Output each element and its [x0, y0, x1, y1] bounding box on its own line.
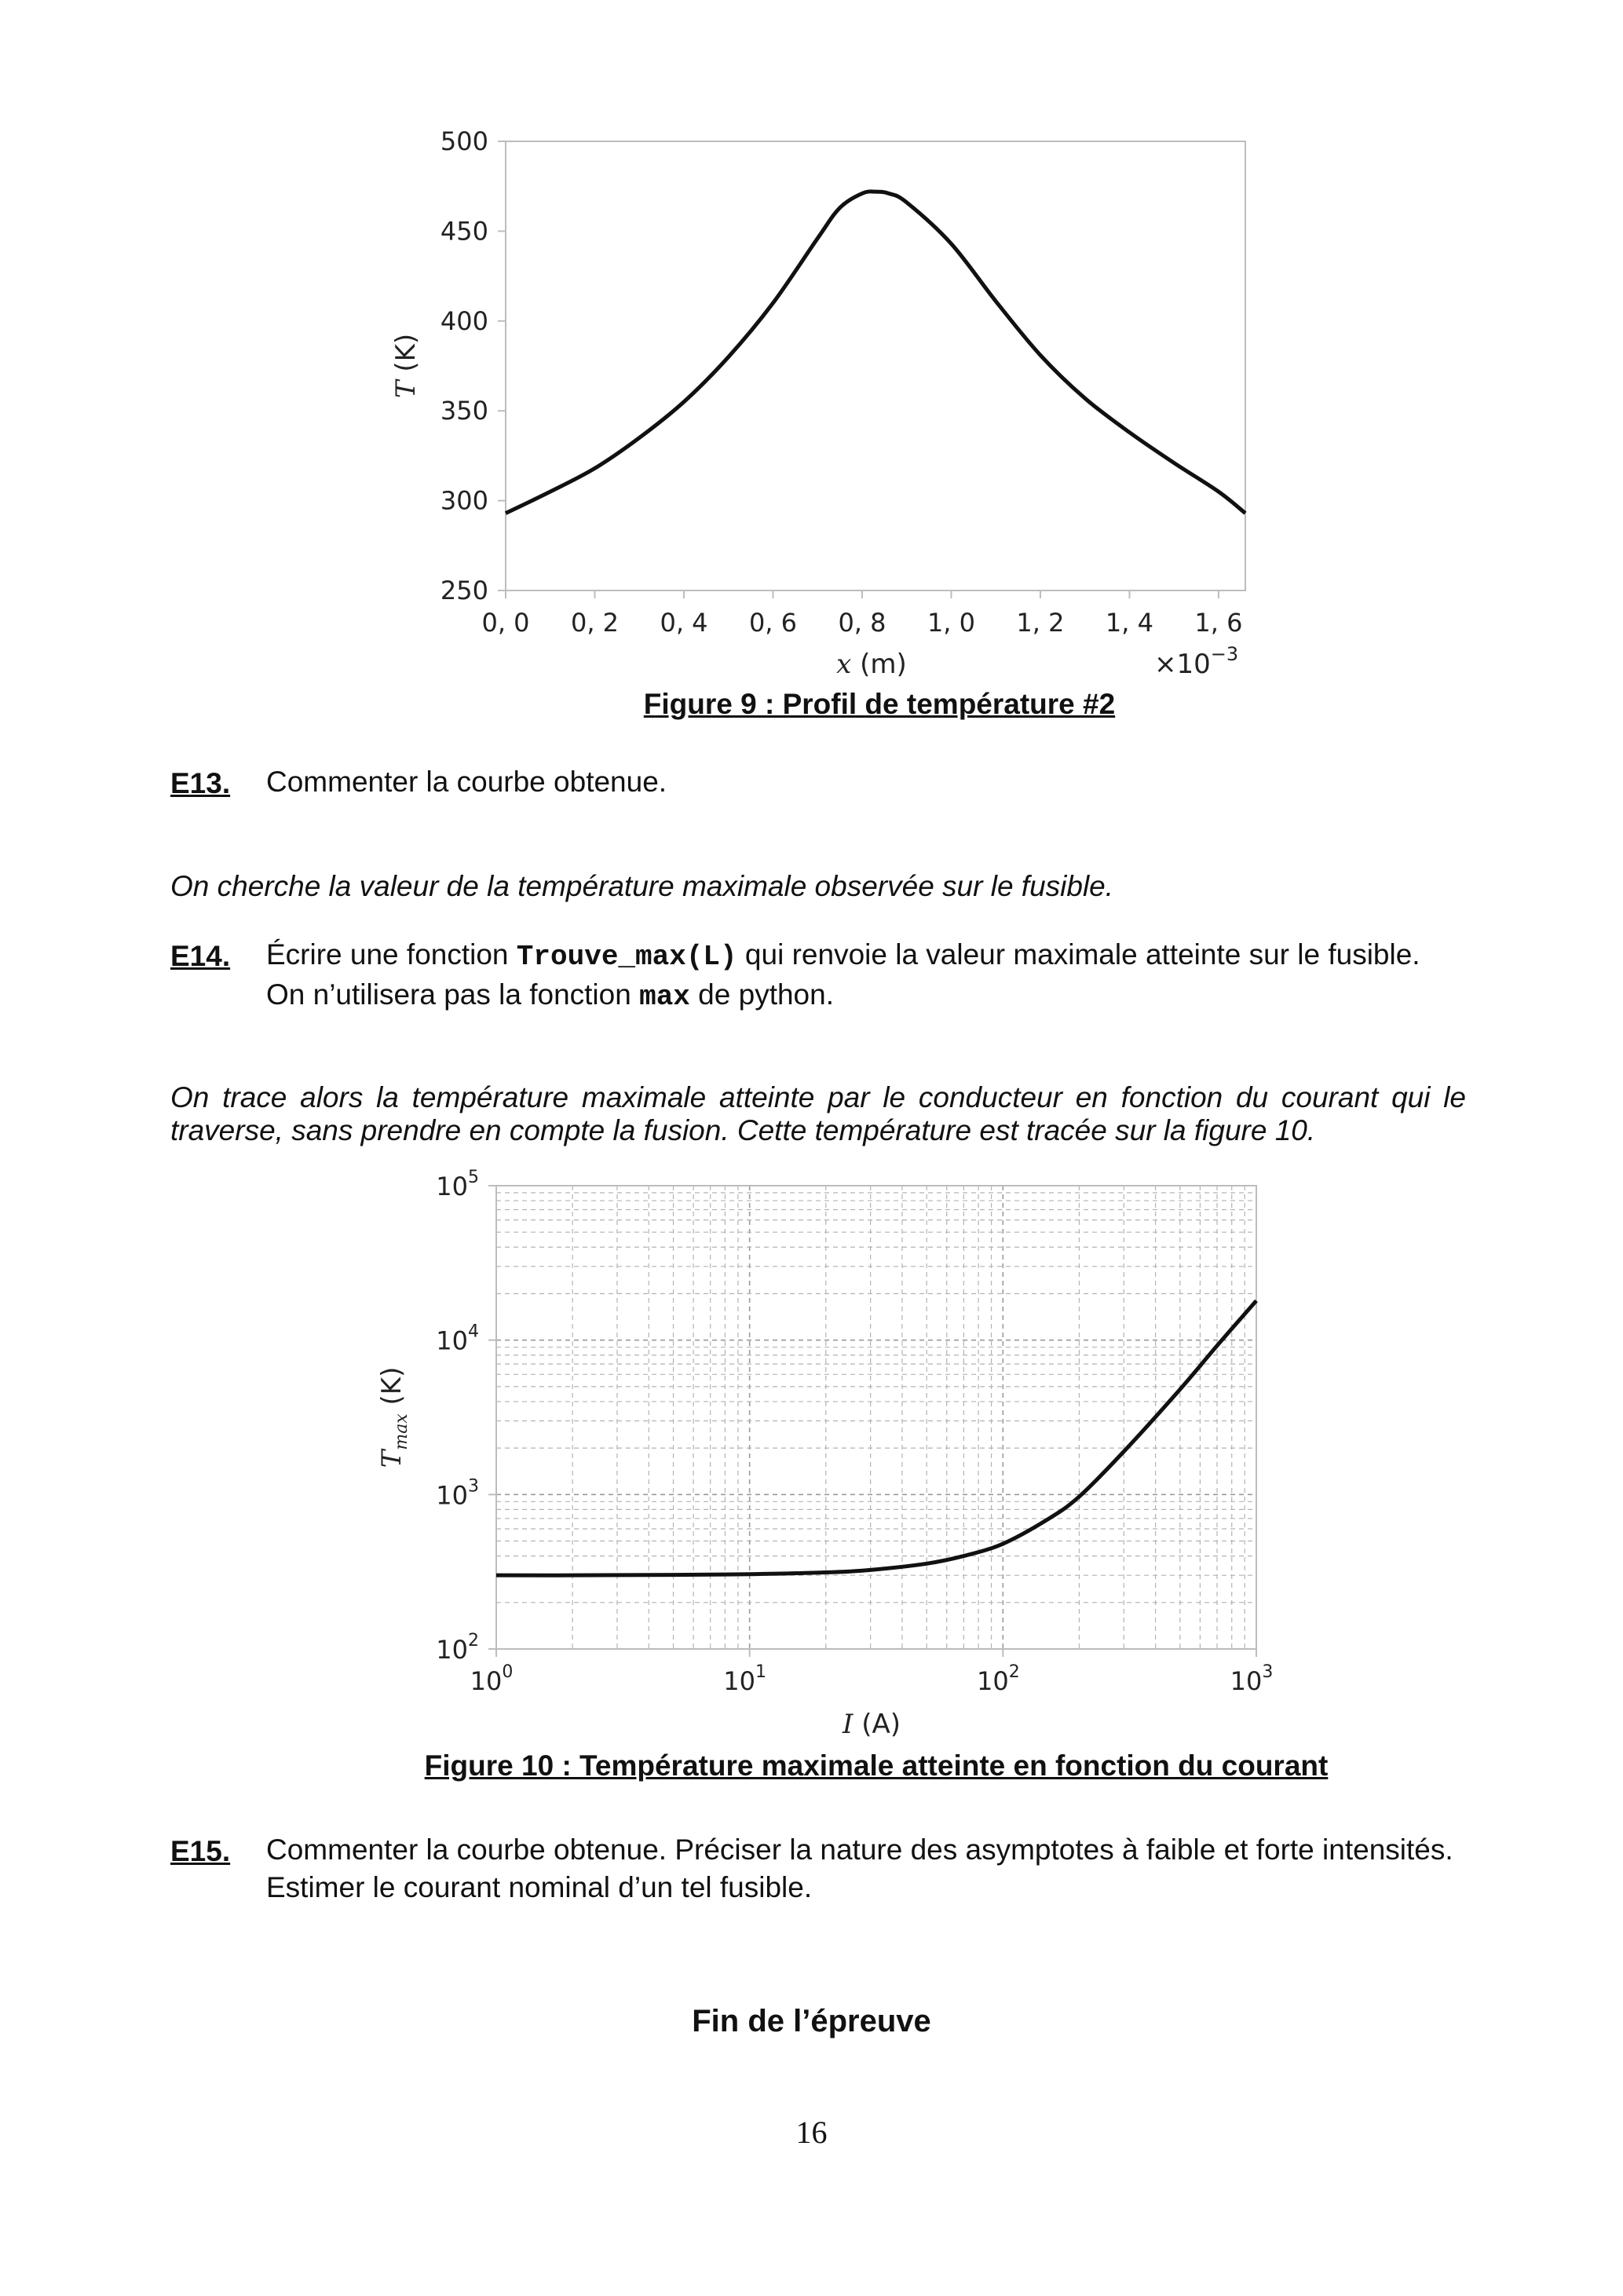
figure-10-y-tick-label: $10^2$ — [436, 1631, 479, 1665]
end-of-exam-title: Fin de l’épreuve — [692, 2004, 931, 2038]
figure-9-x-tick-label: 0, 0 — [481, 608, 530, 638]
question-e15-line-1: Commenter la courbe obtenue. Préciser la nature des asymptotes à faible et forte intensités. — [266, 1834, 1453, 1866]
question-e14-text — [266, 936, 1468, 1016]
figure-10-x-axis-label: I (A) — [842, 1709, 901, 1740]
figure-9-plot-frame — [506, 141, 1245, 590]
figure-9-curve — [506, 192, 1245, 514]
figure-10-caption: Figure 10 : Température maximale atteinte en fonction du courant — [424, 1749, 1329, 1782]
figure-10-plot-frame — [496, 1186, 1256, 1649]
figure-10-y-tick-label: $10^4$ — [436, 1322, 479, 1356]
figure-10-y-tick-label: $10^3$ — [436, 1476, 479, 1511]
figure-9-x-tick-label: 1, 6 — [1194, 608, 1243, 638]
figure-10-x-tick-label: $10^0$ — [470, 1662, 514, 1696]
figure-9-axes — [506, 141, 1245, 590]
figure-9-y-tick-label: 300 — [440, 485, 488, 516]
question-e13-text: Commenter la courbe obtenue. — [266, 766, 667, 798]
figure-9-x-tick-label: 0, 2 — [570, 608, 620, 638]
figure-9-y-ticks — [440, 126, 506, 605]
question-e14-line-1: Écrire une fonction Trouve_max(L) qui renvoie la valeur maximale atteinte sur le fusible. — [266, 938, 1420, 973]
figure-10-y-axis-label: $T_{max}$ (K) — [376, 1366, 411, 1468]
page-number: 16 — [795, 2115, 828, 2150]
figure-9-y-tick-label: 400 — [440, 305, 488, 336]
figure-9-x-ticks — [481, 590, 1242, 638]
figure-9-y-tick-label: 450 — [440, 216, 488, 247]
figure-9-y-axis-label: T (K) — [390, 333, 422, 399]
figure-9-x-tick-label: 0, 4 — [660, 608, 708, 638]
function-name-code: Trouve_max(L) — [516, 941, 737, 973]
figure-10-x-tick-label: $10^2$ — [976, 1662, 1020, 1696]
figure-9-x-tick-label: 0, 8 — [838, 608, 886, 638]
figure-9-x-tick-label: 0, 6 — [748, 608, 798, 638]
figure-10-chart — [0, 1162, 1623, 1759]
figure-9-y-tick-label: 250 — [440, 576, 488, 605]
question-e14-number: E14. — [170, 940, 231, 972]
figure-10-grid — [496, 1186, 1256, 1649]
max-function-code: max — [639, 981, 690, 1013]
question-e15-line-2: Estimer le courant nominal d’un tel fusible. — [266, 1871, 813, 1903]
question-e13-number: E13. — [170, 767, 231, 799]
figure-9-x-tick-label: 1, 2 — [1016, 608, 1065, 638]
intro-max-paragraph: On cherche la valeur de la température maximale observée sur le fusible. — [170, 870, 1114, 902]
figure-9-x-axis-label: x (m) — [836, 649, 907, 680]
figure-9-y-tick-label: 500 — [440, 126, 488, 156]
figure-10-x-tick-label: $10^1$ — [723, 1662, 767, 1696]
figure-9-caption: Figure 9 : Profil de température #2 — [643, 688, 1116, 720]
figure-9-y-tick-label: 350 — [440, 396, 488, 426]
figure-10-x-tick-label: $10^3$ — [1230, 1662, 1274, 1696]
figure-9-x-multiplier: $\times 10^{-3}$ — [1154, 643, 1239, 680]
figure-9-x-tick-label: 1, 4 — [1105, 608, 1153, 638]
figure-9-chart — [0, 0, 1623, 707]
figure-10-y-tick-label: $10^5$ — [436, 1168, 479, 1201]
intro-figure-10-paragraph: On trace alors la température maximale atteinte par le conducteur en fonction du courant qui le traverse, sans prendre en compte la fusion. Cette température est tracée sur la figure 10. — [170, 1081, 1466, 1146]
question-e15-number: E15. — [170, 1835, 231, 1867]
question-e15-text — [266, 1831, 1491, 1907]
figure-9-x-tick-label: 1, 0 — [927, 608, 976, 638]
figure-10-curve — [496, 1300, 1256, 1575]
question-e14-line-2: On n’utilisera pas la fonction max de python. — [266, 978, 834, 1013]
